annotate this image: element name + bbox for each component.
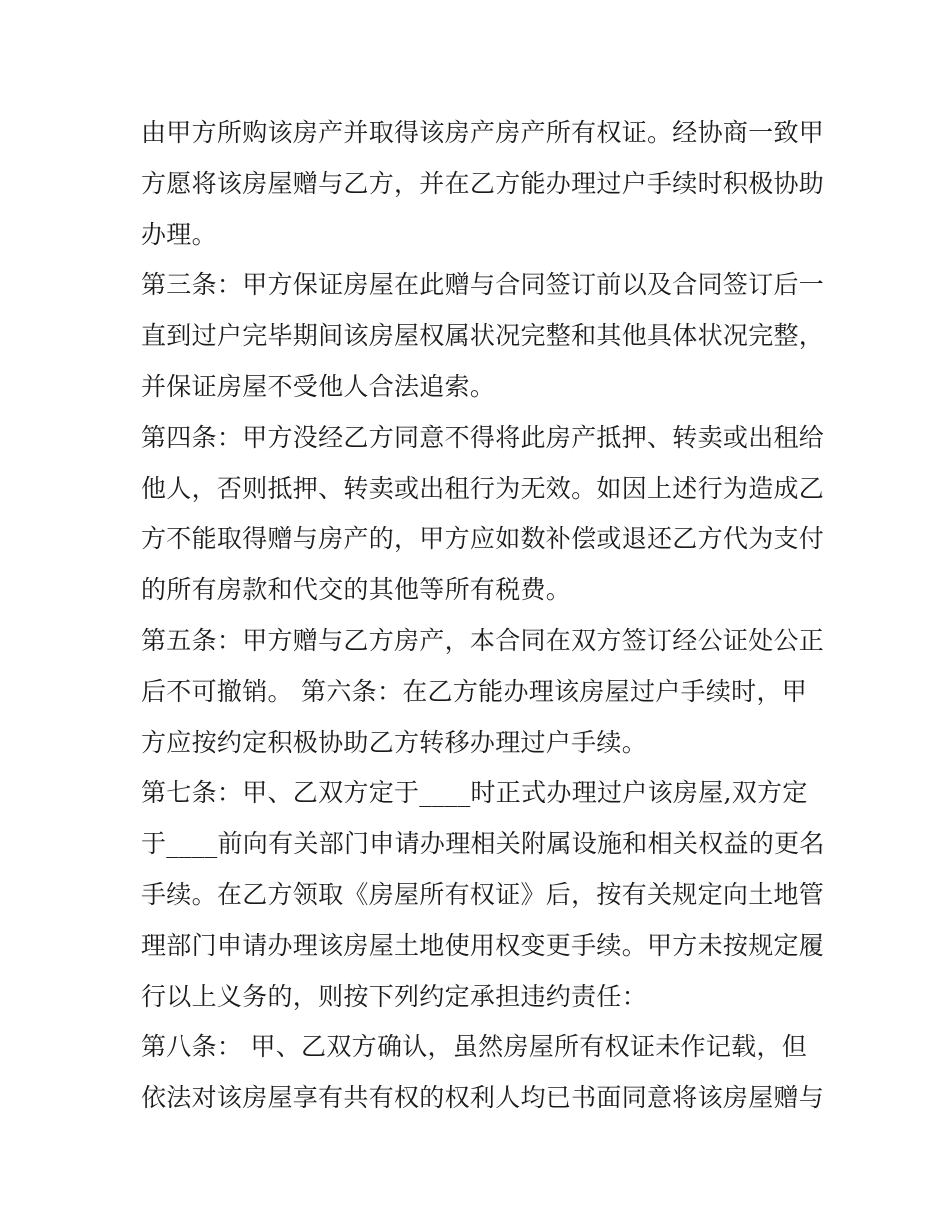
article-5-line: 第五条：甲方赠与乙方房产，本合同在双方签订经公证处公正 <box>141 625 825 655</box>
text-line: 他人，否则抵押、转卖或出租行为无效。如因上述行为造成乙 <box>141 473 825 503</box>
article-4-line: 第四条：甲方没经乙方同意不得将此房产抵押、转卖或出租给 <box>141 422 825 452</box>
article-8-line: 第八条： 甲、乙双方确认，虽然房屋所有权证未作记载，但 <box>141 1032 808 1062</box>
text-line: 方应按约定积极协助乙方转移办理过户手续。 <box>141 727 648 757</box>
text-line: 于____前向有关部门申请办理相关附属设施和相关权益的更名 <box>141 829 825 859</box>
text-line: 的所有房款和代交的其他等所有税费。 <box>141 575 572 605</box>
text-line: 方不能取得赠与房产的，甲方应如数补偿或退还乙方代为支付 <box>141 524 825 554</box>
text-line: 依法对该房屋享有共有权的权利人均已书面同意将该房屋赠与 <box>141 1083 825 1113</box>
text-line: 办理。 <box>141 219 217 249</box>
text-line: 方愿将该房屋赠与乙方，并在乙方能办理过户手续时积极协助 <box>141 168 825 198</box>
article-3-line: 第三条：甲方保证房屋在此赠与合同签订前以及合同签订后一 <box>141 270 825 300</box>
text-line: 手续。在乙方领取《房屋所有权证》后，按有关规定向土地管 <box>141 879 825 909</box>
text-line: 由甲方所购该房产并取得该房产房产所有权证。经协商一致甲 <box>141 118 825 147</box>
text-line: 行以上义务的，则按下列约定承担违约责任： <box>141 981 648 1011</box>
article-7-line: 第七条：甲、乙双方定于____时正式办理过户该房屋,双方定 <box>141 778 808 808</box>
text-line: 后不可撤销。 第六条：在乙方能办理该房屋过户手续时，甲 <box>141 676 808 706</box>
text-line: 理部门申请办理该房屋土地使用权变更手续。甲方未按规定履 <box>141 930 825 960</box>
contract-body <box>141 108 825 1124</box>
text-line: 并保证房屋不受他人合法追索。 <box>141 371 496 401</box>
text-line: 直到过户完毕期间该房屋权属状况完整和其他具体状况完整， <box>141 321 825 351</box>
